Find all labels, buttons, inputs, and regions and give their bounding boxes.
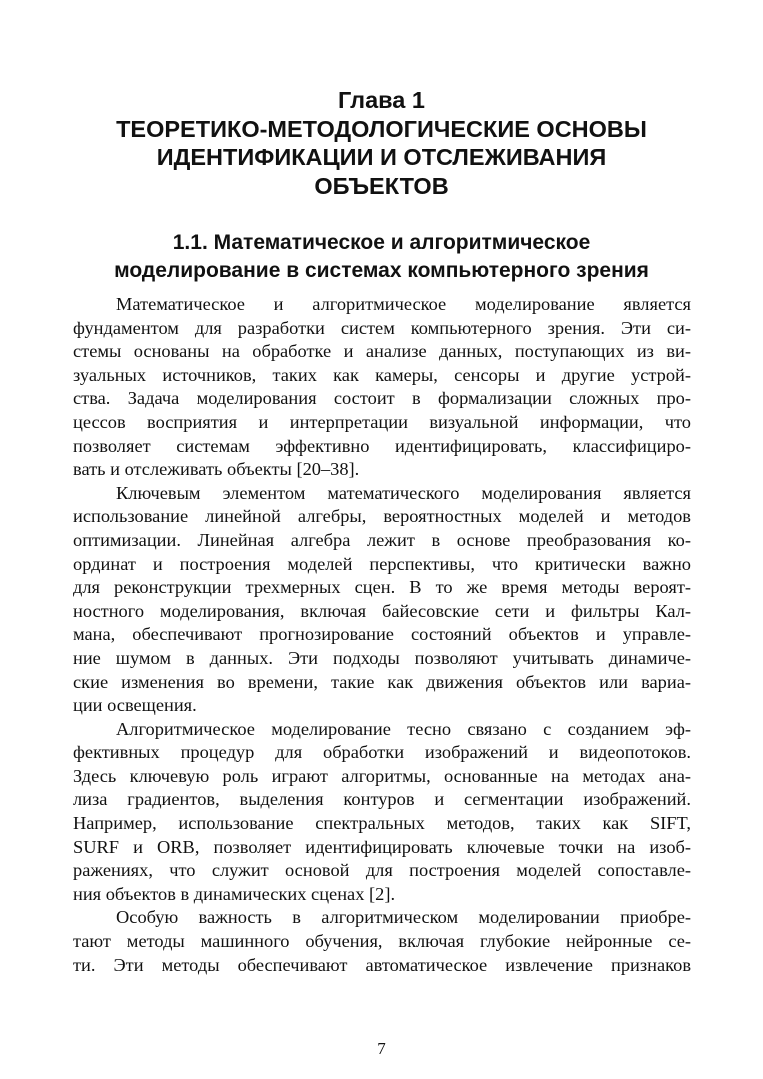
text-line: фундаментом для разработки систем компьютерного зрения. Эти си- — [73, 317, 691, 338]
text-line: для реконструкции трехмерных сцен. В то же время методы вероят- — [73, 577, 691, 598]
section-title-line: 1.1. Математическое и алгоритмическое — [172, 231, 591, 254]
text-line: Математическое и алгоритмическое моделирование является — [116, 294, 691, 314]
text-line: Здесь ключевую роль играют алгоритмы, основанные на методах ана- — [73, 765, 691, 786]
text-line: ства. Задача моделирования состоит в формализации сложных про- — [73, 388, 691, 409]
text-line: ординат и построения моделей перспективы, что критически важно — [73, 553, 691, 574]
text-line: Ключевым элементом математического моделирования является — [116, 482, 691, 503]
chapter-title-line: ИДЕНТИФИКАЦИИ И ОТСЛЕЖИВАНИЯ — [156, 144, 607, 170]
text-line: вать и отслеживать объекты [20–38]. — [73, 459, 360, 480]
text-line: использование линейной алгебры, вероятностных моделей и методов — [73, 506, 691, 527]
text-line: мана, обеспечивают прогнозирование состояний объектов и управле- — [73, 624, 691, 645]
text-line: стемы основаны на обработке и анализе данных, поступающих из ви- — [73, 341, 691, 362]
text-line: цессов восприятия и интерпретации визуальной информации, что — [73, 411, 691, 432]
text-line: SURF и ORB, позволяет идентифицировать ключевые точки на изоб- — [73, 836, 691, 857]
page-number: 7 — [377, 1039, 386, 1058]
text-line: ние шумом в данных. Эти подходы позволяют учитывать динамиче- — [73, 647, 691, 668]
chapter-title-line: ОБЪЕКТОВ — [314, 172, 449, 199]
text-line: лиза градиентов, выделения контуров и сегментации изображений. — [73, 789, 691, 810]
text-line: оптимизации. Линейная алгебра лежит в основе преобразования ко- — [73, 529, 691, 550]
section-heading — [60, 229, 703, 285]
text-line: Алгоритмическое моделирование тесно связано с созданием эф- — [116, 718, 691, 739]
text-line: фективных процедур для обработки изображений и видеопотоков. — [73, 742, 691, 763]
text-line: Особую важность в алгоритмическом моделировании приобре- — [116, 907, 691, 928]
text-line: ти. Эти методы обеспечивают автоматическое извлечение признаков — [73, 954, 691, 975]
body-text — [73, 293, 691, 977]
text-line: Например, использование спектральных методов, таких как SIFT, — [73, 813, 691, 834]
text-line: ностного моделирования, включая байесовские сети и фильтры Кал- — [73, 600, 691, 621]
chapter-title-line: ТЕОРЕТИКО-МЕТОДОЛОГИЧЕСКИЕ ОСНОВЫ — [116, 115, 647, 142]
text-line: позволяет системам эффективно идентифицировать, классифициро- — [73, 435, 691, 456]
text-line: ции освещения. — [73, 695, 197, 716]
section-title-line: моделирование в системах компьютерного зрения — [114, 259, 649, 282]
text-line: ские изменения во времени, такие как движения объектов или вариа- — [73, 671, 691, 692]
chapter-label: Глава 1 — [338, 87, 425, 113]
text-line: зуальных источников, таких как камеры, сенсоры и другие устрой- — [73, 364, 691, 385]
chapter-heading — [60, 86, 703, 200]
text-line: ражениях, что служит основой для построения моделей сопоставле- — [73, 860, 691, 881]
text-line: ния объектов в динамических сценах [2]. — [73, 883, 396, 904]
text-line: тают методы машинного обучения, включая глубокие нейронные се- — [73, 931, 691, 952]
